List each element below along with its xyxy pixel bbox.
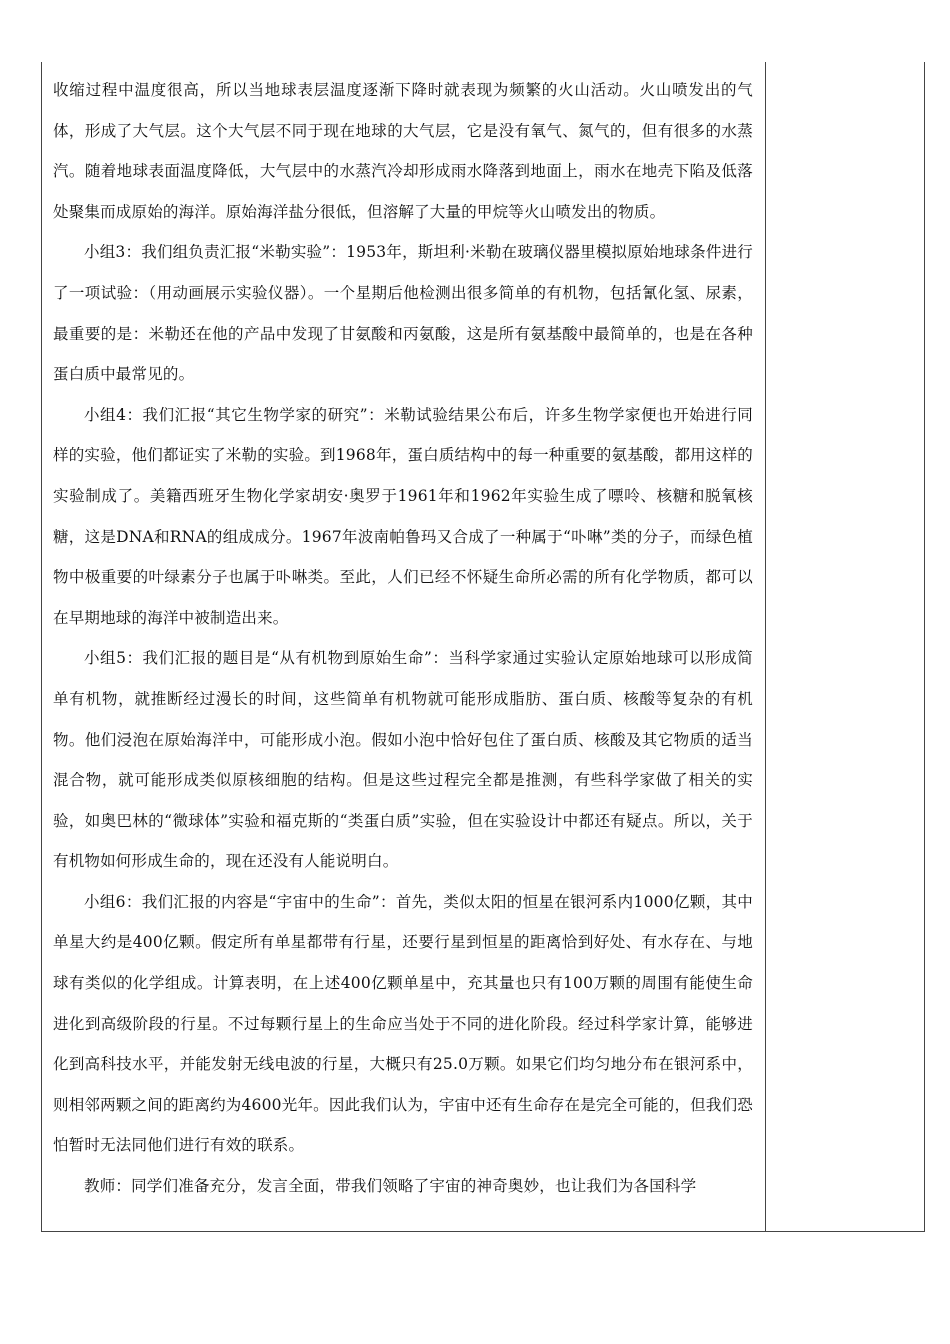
paragraph-continuation: 收缩过程中温度很高，所以当地球表层温度逐渐下降时就表现为频繁的火山活动。火山喷发出的气体，形成了大气层。这个大气层不同于现在地球的大气层，它是没有氧气、氮气的，但有很多的水蒸汽。随着地球表面温度降低，大气层中的水蒸汽冷却形成雨水降落到地面上，雨水在地壳下陷及低落处聚集而成原始的海洋。原始海洋盐分很低，但溶解了大量的甲烷等火山喷发出的物质。 (53, 81, 753, 221)
side-notes-cell (766, 62, 924, 1231)
table-frame (41, 62, 925, 1232)
paragraph-group6: 小组6：我们汇报的内容是“宇宙中的生命”：首先，类似太阳的恒星在银河系内1000亿颗，其中单星大约是400亿颗。假定所有单星都带有行星，还要行星到恒星的距离恰到好处、有水存在、与地球有类似的化学组成。计算表明，在上述400亿颗单星中，充其量也只有100万颗的周围有能使生命进化到高级阶段的行星。不过每颗行星上的生命应当处于不同的进化阶段。经过科学家计算，能够进化到高科技水平，并能发射无线电波的行星，大概只有25.0万颗。如果它们均匀地分布在银河系中，则相邻两颗之间的距离约为4600光年。因此我们认为，宇宙中还有生命存在是完全可能的，但我们恐怕暂时无法同他们进行有效的联系。 (53, 892, 753, 1155)
paragraph-group3: 小组3：我们组负责汇报“米勒实验”：1953年，斯坦利·米勒在玻璃仪器里模拟原始地球条件进行了一项试验：（用动画展示实验仪器）。一个星期后他检测出很多简单的有机物，包括氰化氢、尿素，最重要的是：米勒还在他的产品中发现了甘氨酸和丙氨酸，这是所有氨基酸中最简单的，也是在各种蛋白质中最常见的。 (53, 243, 753, 384)
main-text-cell (53, 70, 753, 1207)
paragraph-teacher: 教师：同学们准备充分，发言全面，带我们领略了宇宙的神奇奥妙，也让我们为各国科学 (84, 1177, 697, 1196)
paragraph-group5: 小组5：我们汇报的题目是“从有机物到原始生命”：当科学家通过实验认定原始地球可以形成简单有机物，就推断经过漫长的时间，这些简单有机物就可能形成脂肪、蛋白质、核酸等复杂的有机物。他们浸泡在原始海洋中，可能形成小泡。假如小泡中恰好包住了蛋白质、核酸及其它物质的适当混合物，就可能形成类似原核细胞的结构。但是这些过程完全都是推测，有些科学家做了相关的实验，如奥巴林的“微球体”实验和福克斯的“类蛋白质”实验，但在实验设计中都还有疑点。所以，关于有机物如何形成生命的，现在还没有人能说明白。 (53, 649, 753, 871)
paragraph-group4: 小组4：我们汇报“其它生物学家的研究”：米勒试验结果公布后，许多生物学家便也开始进行同样的实验，他们都证实了米勒的实验。到1968年，蛋白质结构中的每一种重要的氨基酸，都用这样的实验制成了。美籍西班牙生物化学家胡安·奥罗于1961年和1962年实验生成了嘌呤、核糖和脱氧核糖，这是DNA和RNA的组成成分。1967年波南帕鲁玛又合成了一种属于“卟啉”类的分子，而绿色植物中极重要的叶绿素分子也属于卟啉类。至此，人们已经不怀疑生命所必需的所有化学物质，都可以在早期地球的海洋中被制造出来。 (53, 405, 753, 627)
